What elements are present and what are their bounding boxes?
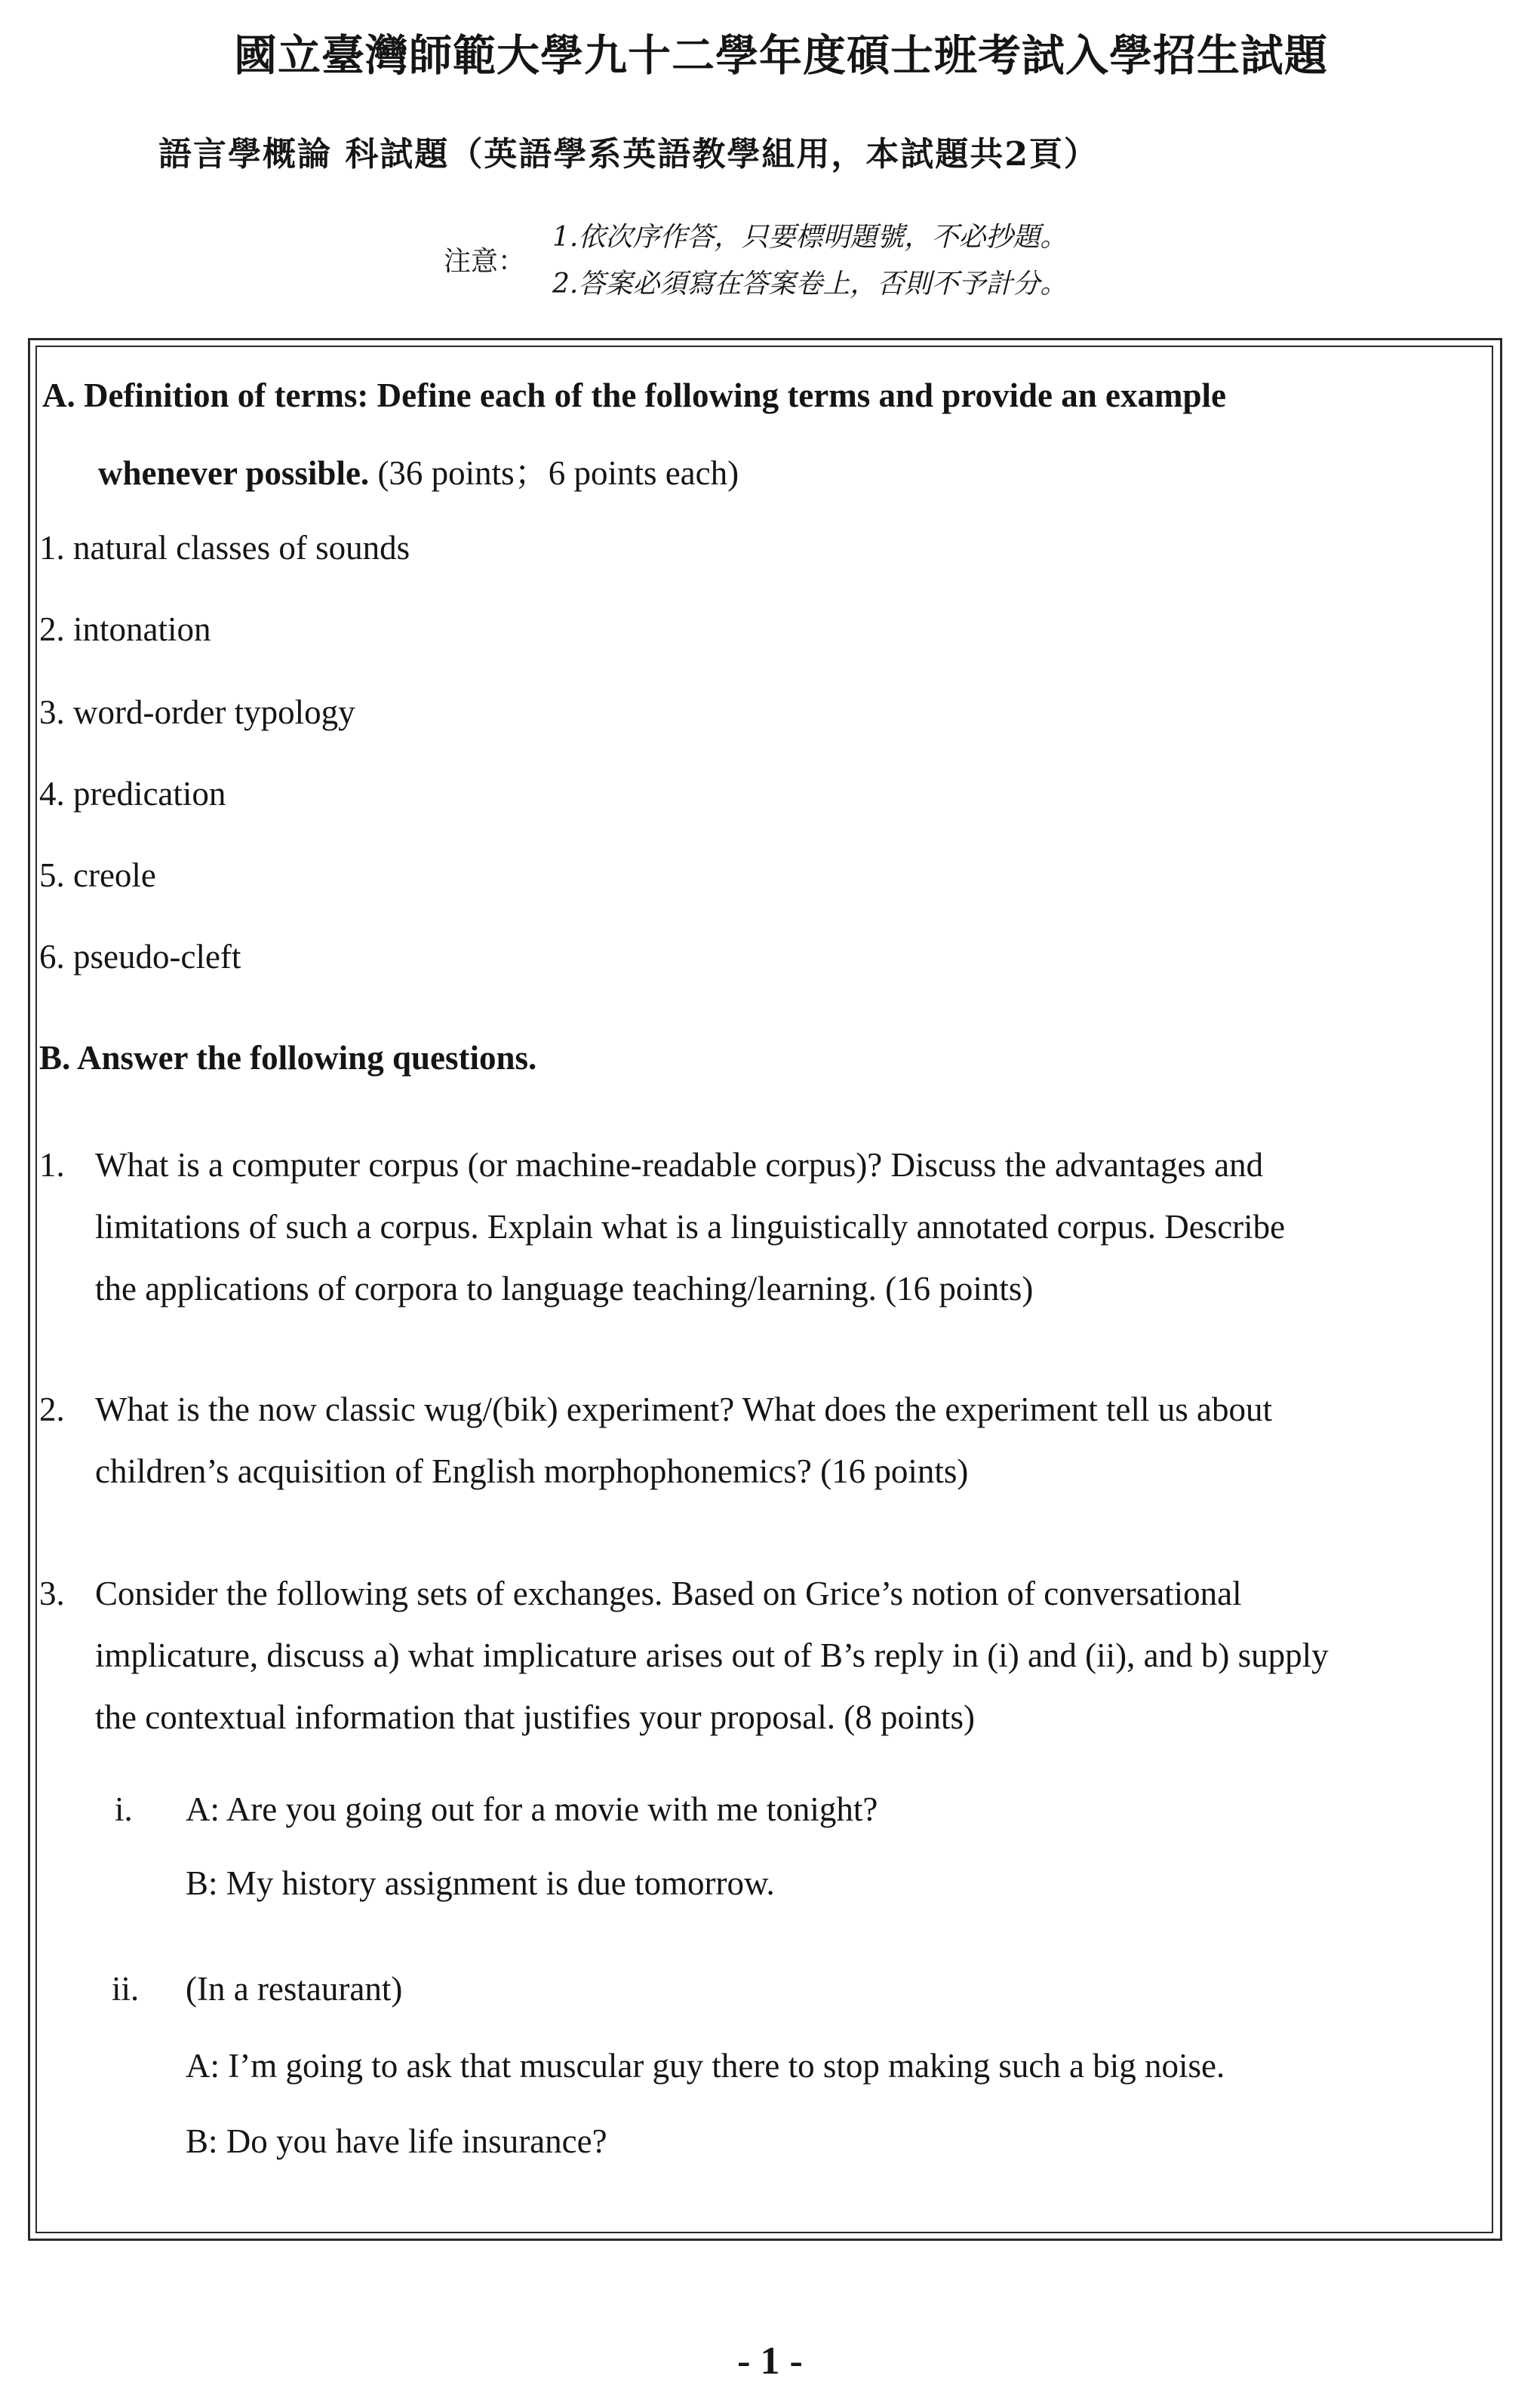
exchange-ii-number: ii. — [112, 1970, 140, 2008]
section-a-points: (36 points；6 points each) — [369, 454, 739, 492]
page-number: - 1 - — [737, 2340, 803, 2383]
exchange-i-number: i. — [115, 1790, 133, 1828]
notice-item-1: 1.依次序作答，只要標明題號，不必抄題。 — [552, 222, 1068, 253]
question-3-line: Consider the following sets of exchanges. Based on Grice’s notion of conversational — [95, 1575, 1242, 1612]
question-3-line: the contextual information that justifies your proposal. (8 points) — [95, 1698, 976, 1736]
question-3-number: 3. — [39, 1575, 65, 1612]
term-item-2: 2. intonation — [39, 610, 211, 648]
term-item-5: 5. creole — [39, 856, 156, 894]
section-b-heading: B. Answer the following questions. — [39, 1039, 537, 1077]
question-2-line: What is the now classic wug/(bik) experiment? What does the experiment tell us about — [95, 1391, 1272, 1428]
exchange-ii-speaker-a: A: I’m going to ask that muscular guy there to stop making such a big noise. — [186, 2047, 1225, 2085]
notice-label: 注意： — [444, 246, 526, 277]
exchange-i-speaker-a: A: Are you going out for a movie with me tonight? — [186, 1790, 878, 1828]
question-1-number: 1. — [39, 1146, 65, 1184]
question-1-line: limitations of such a corpus. Explain what is a linguistically annotated corpus. Describe — [95, 1208, 1286, 1246]
term-item-1: 1. natural classes of sounds — [39, 529, 410, 567]
question-2-number: 2. — [39, 1391, 65, 1428]
question-3-line: implicature, discuss a) what implicature arises out of B’s reply in (i) and (ii), and b) supply — [95, 1636, 1329, 1674]
exchange-ii-context: (In a restaurant) — [186, 1970, 403, 2008]
section-a-heading: A. Definition of terms: Define each of the following terms and provide an example — [42, 376, 1226, 414]
exam-title: 國立臺灣師範大學九十二學年度碩士班考試入學招生試題 — [234, 30, 1328, 81]
exchange-i-speaker-b: B: My history assignment is due tomorrow. — [186, 1864, 775, 1902]
term-item-6: 6. pseudo-cleft — [39, 938, 241, 976]
term-item-3: 3. word-order typology — [39, 693, 355, 731]
section-a-heading-line2 — [98, 445, 739, 494]
section-a-heading-bold: whenever possible. — [98, 454, 370, 492]
term-item-4: 4. predication — [39, 775, 226, 813]
question-2-line: children’s acquisition of English morphophonemics? (16 points) — [95, 1452, 969, 1490]
question-1-line: What is a computer corpus (or machine-readable corpus)? Discuss the advantages and — [95, 1146, 1264, 1184]
notice-item-2: 2.答案必須寫在答案卷上，否則不予計分。 — [552, 269, 1068, 300]
exchange-ii-speaker-b: B: Do you have life insurance? — [186, 2122, 607, 2160]
exam-subtitle: 語言學概論 科試題（英語學系英語教學組用，本試題共2頁） — [158, 135, 1099, 174]
question-1-line: the applications of corpora to language teaching/learning. (16 points) — [95, 1270, 1034, 1308]
